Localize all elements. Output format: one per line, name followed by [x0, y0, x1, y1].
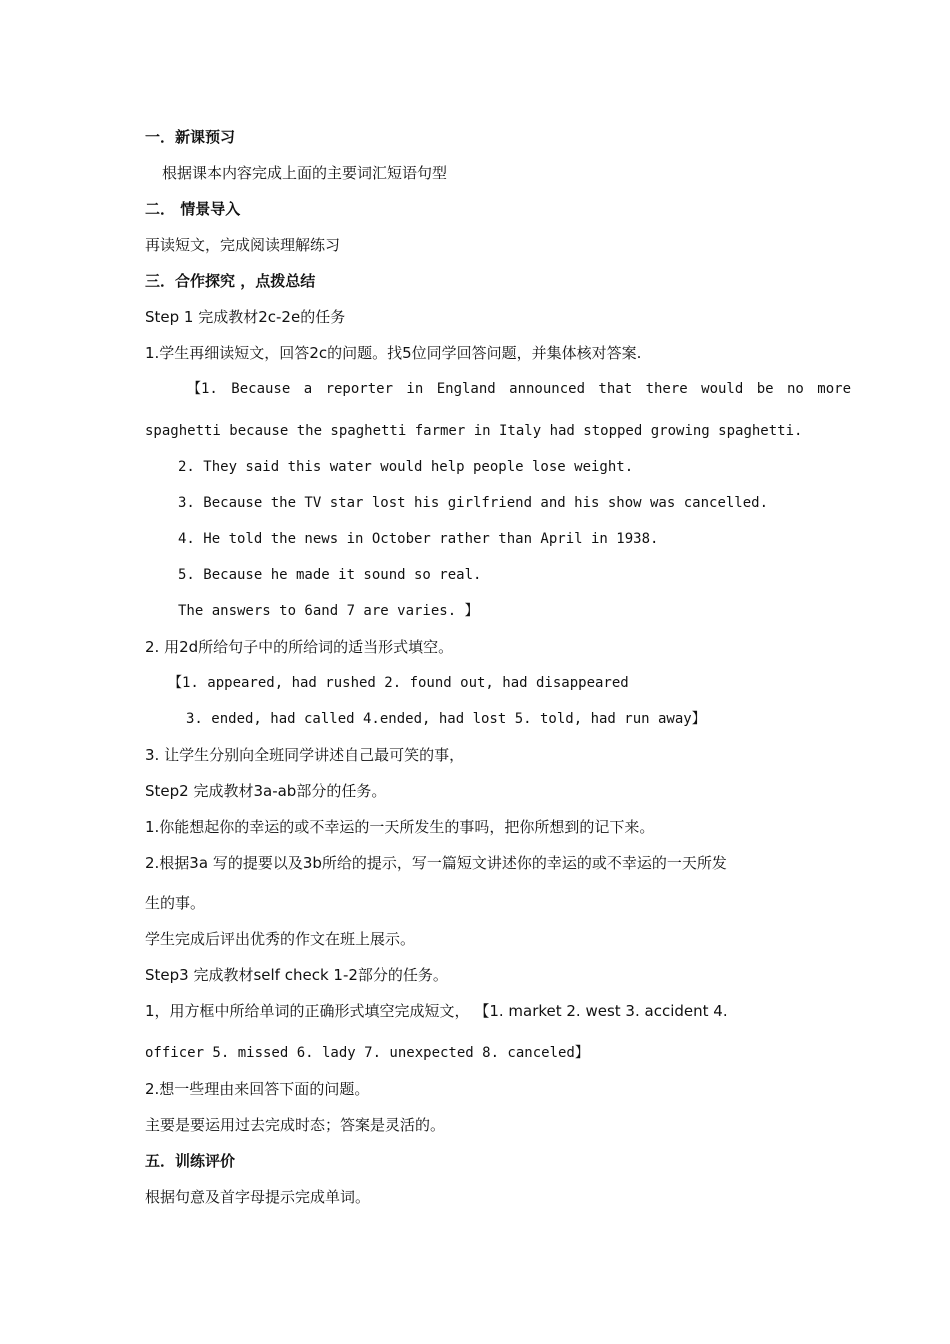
section-heading-explore: 三．合作探究 ，点拨总结 — [145, 272, 316, 290]
answer-2c-line: 5. Because he made it sound so real. — [178, 567, 482, 583]
task2-text: 2. 用2d所给句子中的所给词的适当形式填空。 — [145, 638, 454, 656]
section-heading-preview: 一．新课预习 — [145, 128, 236, 146]
step3-item: 主要是要运用过去完成时态；答案是灵活的。 — [145, 1116, 446, 1134]
step3-item: 1，用方框中所给单词的正确形式填空完成短文， 【1. market 2. west 3. accident 4. — [145, 1002, 728, 1020]
answer-2d-line: 3. ended, had called 4.ended, had lost 5. told, had run away】 — [186, 711, 706, 727]
answer-2c-line: 4. He told the news in October rather than April in 1938. — [178, 531, 659, 547]
section-heading-evaluate: 五．训练评价 — [145, 1152, 236, 1170]
step2-item: 2.根据3a 写的提要以及3b所给的提示，写一篇短文讲述你的幸运的或不幸运的一天所发 — [145, 854, 727, 872]
step1-title: Step 1 完成教材2c-2e的任务 — [145, 308, 346, 326]
preview-body: 根据课本内容完成上面的主要词汇短语句型 — [162, 164, 448, 182]
step2-item: 生的事。 — [145, 894, 206, 912]
step2-title: Step2 完成教材3a-ab部分的任务。 — [145, 782, 387, 800]
step3-item: officer 5. missed 6. lady 7. unexpected 8. canceled】 — [145, 1045, 589, 1061]
answer-2c-line: 2. They said this water would help people lose weight. — [178, 459, 634, 475]
task1-text: 1.学生再细读短文，回答2c的问题。找5位同学回答问题，并集体核对答案. — [145, 344, 642, 362]
step3-title: Step3 完成教材self check 1-2部分的任务。 — [145, 966, 448, 984]
task3-text: 3. 让学生分别向全班同学讲述自己最可笑的事， — [145, 746, 465, 764]
answer-2c-line: 【1. Because a reporter in England announced that there would be no more — [187, 381, 852, 397]
answer-2c-line: 3. Because the TV star lost his girlfriend and his show was cancelled. — [178, 495, 769, 511]
answer-2d-line: 【1. appeared, had rushed 2. found out, had disappeared — [168, 675, 629, 691]
intro-body: 再读短文，完成阅读理解练习 — [145, 236, 341, 254]
step2-item: 1.你能想起你的幸运的或不幸运的一天所发生的事吗，把你所想到的记下来。 — [145, 818, 655, 836]
section-heading-intro: 二． 情景导入 — [145, 200, 241, 218]
answer-2c-line: spaghetti because the spaghetti farmer in Italy had stopped growing spaghetti. — [145, 423, 803, 439]
step2-item: 学生完成后评出优秀的作文在班上展示。 — [145, 930, 416, 948]
step3-item: 2.想一些理由来回答下面的问题。 — [145, 1080, 370, 1098]
answer-2c-line: The answers to 6and 7 are varies. 】 — [178, 603, 479, 619]
evaluate-body: 根据句意及首字母提示完成单词。 — [145, 1188, 371, 1206]
